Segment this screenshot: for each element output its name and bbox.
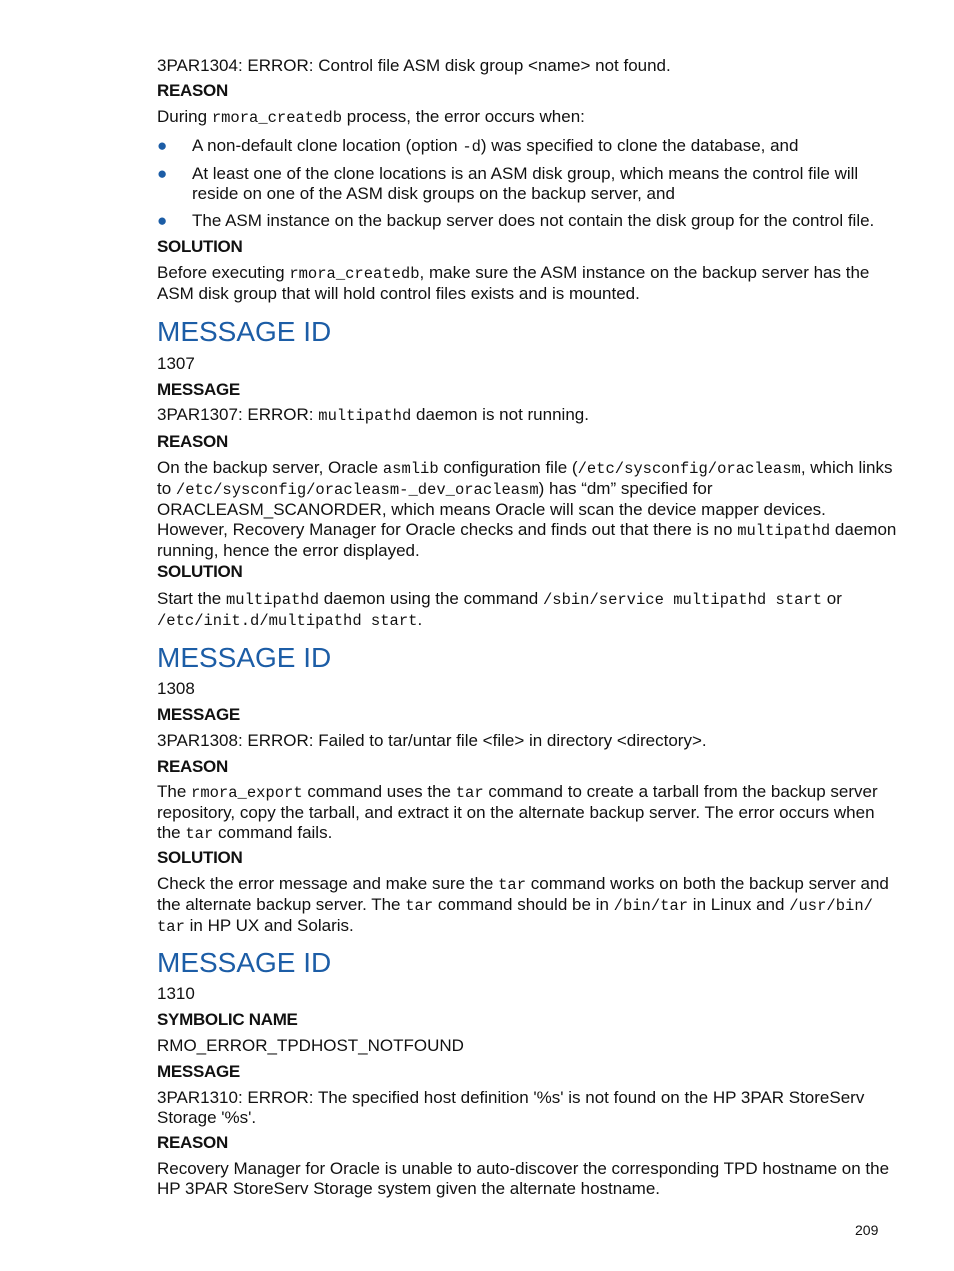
- message-id-value: 1308: [157, 679, 195, 698]
- message-label: MESSAGE: [157, 380, 240, 399]
- message-label: MESSAGE: [157, 1062, 240, 1081]
- reason-label: REASON: [157, 757, 228, 776]
- solution-label: SOLUTION: [157, 562, 243, 581]
- section-heading: MESSAGE ID: [157, 947, 332, 978]
- reason-1308-text: The rmora_export command uses the tar command to create a tarball from the backup server repository, copy the tarball, and extract it on the alternate backup server. The error occurs when the tar command fails.: [157, 782, 878, 843]
- reason-1304-text: During rmora_createdb process, the error occurs when:: [157, 107, 585, 127]
- reason-1307-text: On the backup server, Oracle asmlib configuration file (/etc/sysconfig/oracleasm, which links to /etc/sysconfig/oracleasm-_dev_oracleasm) has “dm” specified for ORACLEASM_SCANORDER, which means Oracle will scan the device mapper devices. However, Recovery Manager for Oracle checks and finds out that there is no multipathd daemon running, hence the error displayed.: [157, 458, 897, 560]
- message-id-value: 1307: [157, 354, 195, 373]
- symbolic-name-label: SYMBOLIC NAME: [157, 1010, 298, 1029]
- solution-1307-text: Start the multipathd daemon using the command /sbin/service multipathd start or /etc/init.d/multipathd start.: [157, 589, 842, 630]
- reason-label: REASON: [157, 432, 228, 451]
- message-1304-text: 3PAR1304: ERROR: Control file ASM disk group <name> not found.: [157, 56, 671, 75]
- page-number: 209: [855, 1222, 879, 1238]
- message-id-value: 1310: [157, 984, 195, 1003]
- message-1308-text: 3PAR1308: ERROR: Failed to tar/untar file <file> in directory <directory>.: [157, 731, 707, 750]
- reason-label: REASON: [157, 81, 228, 100]
- solution-1304-text: Before executing rmora_createdb, make sure the ASM instance on the backup server has the ASM disk group that will hold control files exists and is mounted.: [157, 263, 870, 303]
- section-heading: MESSAGE ID: [157, 642, 332, 673]
- section-heading: MESSAGE ID: [157, 316, 332, 347]
- symbolic-name-value: RMO_ERROR_TPDHOST_NOTFOUND: [157, 1036, 464, 1055]
- bullet-icon: ●: [157, 136, 168, 155]
- message-label: MESSAGE: [157, 705, 240, 724]
- reason-label: REASON: [157, 1133, 228, 1152]
- solution-label: SOLUTION: [157, 848, 243, 867]
- message-1310-text: 3PAR1310: ERROR: The specified host definition '%s' is not found on the HP 3PAR StoreServ Storage '%s'.: [157, 1088, 865, 1127]
- message-1307-text: 3PAR1307: ERROR: multipathd daemon is not running.: [157, 405, 589, 425]
- reason-1310-text: Recovery Manager for Oracle is unable to auto-discover the corresponding TPD hostname on the HP 3PAR StoreServ Storage system given the alternate hostname.: [157, 1159, 890, 1198]
- solution-1308-text: Check the error message and make sure the tar command works on both the backup server and the alternate backup server. The tar command should be in /bin/tar in Linux and /usr/bin/ tar in HP UX and Solaris.: [157, 874, 889, 936]
- bullet-icon: ●: [157, 211, 168, 230]
- code-span: rmora_createdb: [211, 109, 343, 127]
- solution-label: SOLUTION: [157, 237, 243, 256]
- bullet-icon: ●: [157, 164, 168, 183]
